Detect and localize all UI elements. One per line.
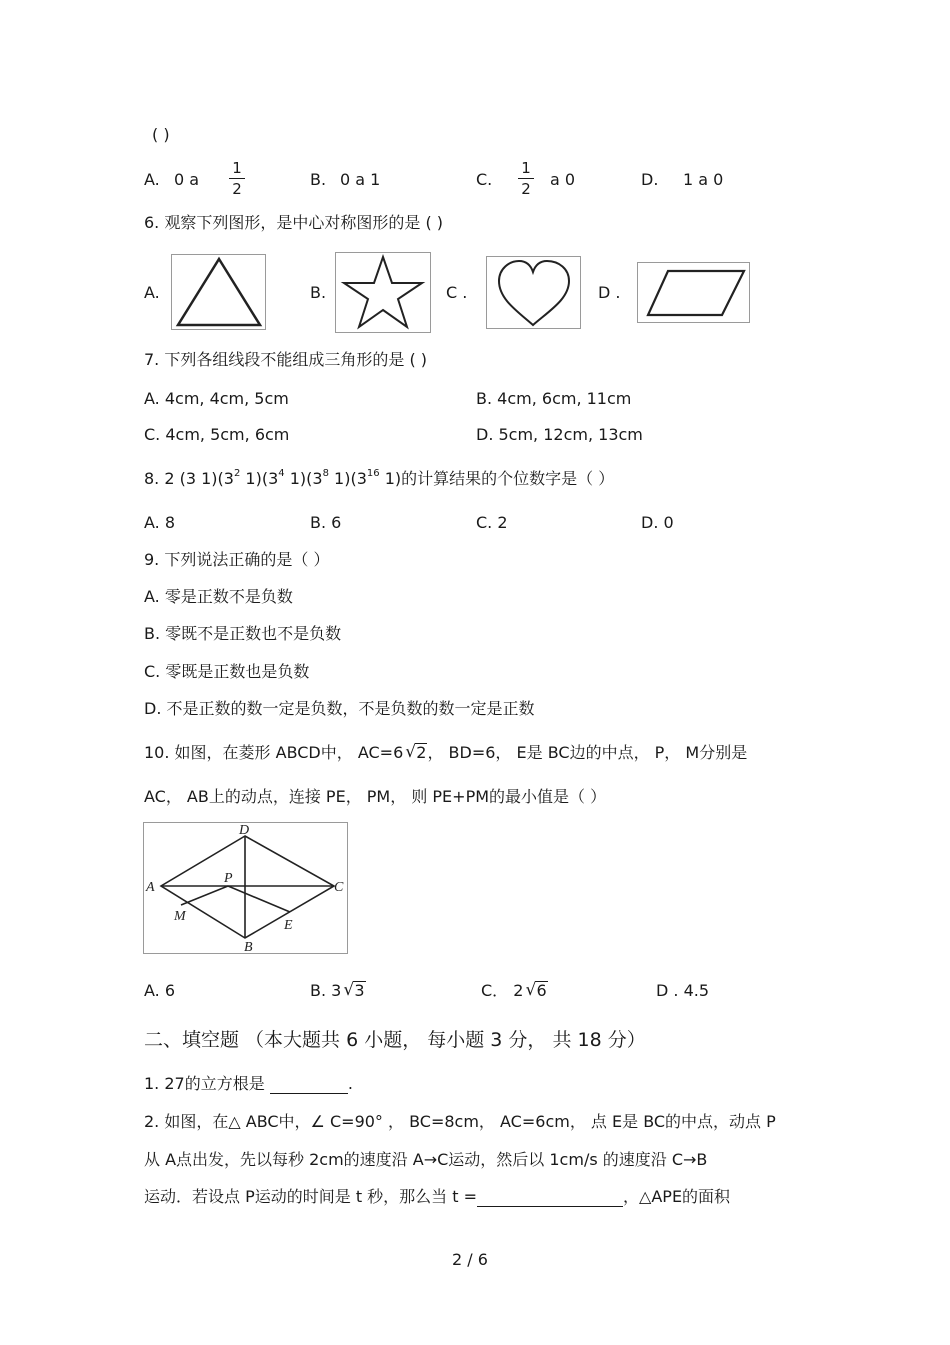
fill-q1	[144, 1074, 353, 1094]
q10-option-a: A. 6	[144, 981, 176, 1000]
q8-exponent-2: 4	[278, 468, 285, 479]
q8-exponent-3: 8	[322, 468, 329, 479]
q10-line-1-end: ， BD=6， E是 BC边的中点， P， M分别是	[427, 743, 748, 762]
fill-q1-text: 1. 27的立方根是	[144, 1074, 270, 1093]
parallelogram-figure	[637, 262, 750, 323]
fill-q2-line-2: 从 A点出发，先以每秒 2cm的速度沿 A→C运动，然后以 1cm/s 的速度沿 C→B	[144, 1150, 708, 1169]
q9-option-d: D. 不是正数的数一定是负数，不是负数的数一定是正数	[144, 699, 535, 718]
q8-option-b: B. 6	[310, 513, 342, 532]
q10-option-c-text: C． 2	[481, 981, 524, 1000]
vertex-label-c: C	[334, 880, 344, 895]
fraction-bar	[229, 178, 245, 179]
triangle-icon	[172, 255, 265, 329]
point-label-m: M	[174, 909, 186, 924]
parallelogram-icon	[638, 263, 749, 322]
q5-option-b-expr: 0 a 1	[340, 170, 381, 189]
fill-q1-blank	[270, 1075, 348, 1094]
sqrt-icon: √	[405, 742, 417, 762]
q6-stem: 6. 观察下列图形，是中心对称图形的是 ( )	[144, 213, 444, 232]
q10-option-c	[481, 981, 548, 1001]
q7-stem: 7. 下列各组线段不能组成三角形的是 ( )	[144, 350, 428, 369]
fraction-denominator: 2	[232, 180, 242, 198]
q6-option-c-label: C .	[446, 283, 468, 302]
q8-stem	[144, 469, 614, 492]
q7-option-a: A. 4cm, 4cm, 5cm	[144, 389, 289, 408]
fraction-numerator: 1	[521, 159, 531, 177]
q8-option-c: C. 2	[476, 513, 508, 532]
q10-option-d: D . 4.5	[656, 981, 710, 1000]
q8-stem-end: 1)的计算结果的个位数字是（ ）	[379, 469, 615, 488]
point-label-p: P	[224, 871, 233, 886]
star-figure	[335, 252, 431, 333]
q10-option-b-radicand: 3	[354, 981, 365, 1000]
point-label-e: E	[284, 918, 293, 933]
fraction-bar	[518, 178, 534, 179]
q10-line-2: AC， AB上的动点，连接 PE， PM， 则 PE+PM的最小值是（ ）	[144, 787, 607, 806]
q6-option-a-label: A.	[144, 283, 160, 302]
rhombus-figure	[143, 822, 348, 954]
fill-q2-line-3	[144, 1187, 730, 1207]
q10-option-b-text: B. 3	[310, 981, 342, 1000]
vertex-label-a: A	[146, 880, 155, 895]
q7-option-b: B. 4cm, 6cm, 11cm	[476, 389, 632, 408]
q10-radicand: 2	[416, 743, 427, 762]
q7-option-c: C. 4cm, 5cm, 6cm	[144, 425, 290, 444]
q9-option-b: B. 零既不是正数也不是负数	[144, 624, 342, 643]
fill-q2-line-3-end: ，△APE的面积	[623, 1187, 731, 1206]
q9-option-c: C. 零既是正数也是负数	[144, 662, 310, 681]
fill-q2-line-3-start: 运动．若设点 P运动的时间是 t 秒，那么当 t =	[144, 1187, 478, 1206]
sqrt-icon: √	[525, 980, 537, 1000]
q7-option-d: D. 5cm, 12cm, 13cm	[476, 425, 643, 444]
q5-option-a-fraction	[229, 160, 245, 197]
q5-option-d-expr: 1 a 0	[683, 170, 724, 189]
fraction-numerator: 1	[232, 159, 242, 177]
q8-option-d: D. 0	[641, 513, 674, 532]
q5-option-d-label: D.	[641, 170, 659, 189]
fill-q1-end: .	[347, 1074, 353, 1093]
q8-stem-part-4: 1)(3	[328, 469, 367, 488]
q5-option-a-label: A.	[144, 170, 160, 189]
q10-line-1	[144, 743, 747, 763]
q8-stem-part-2: 1)(3	[240, 469, 279, 488]
vertex-label-d: D	[239, 823, 250, 838]
q10-option-c-radicand: 6	[536, 981, 547, 1000]
sqrt-icon: √	[343, 980, 355, 1000]
section-2-title: 二、填空题 （本大题共 6 小题， 每小题 3 分， 共 18 分）	[144, 1029, 646, 1051]
q5-option-a-expr: 0 a	[174, 170, 200, 189]
q10-line-1-start: 10. 如图，在菱形 ABCD中， AC=6	[144, 743, 404, 762]
q8-stem-part-3: 1)(3	[284, 469, 323, 488]
q9-stem: 9. 下列说法正确的是（ ）	[144, 550, 330, 569]
q5-paren: ( )	[152, 125, 170, 144]
q10-option-c-sqrt	[525, 981, 547, 1001]
q5-option-b-label: B.	[310, 170, 327, 189]
rhombus-diagram	[144, 823, 347, 953]
q10-option-b	[310, 981, 366, 1001]
q10-sqrt	[405, 743, 427, 763]
fraction-denominator: 2	[521, 180, 531, 198]
q5-option-c-fraction	[518, 160, 534, 197]
star-icon	[336, 253, 430, 332]
fill-q2-line-1: 2. 如图，在△ ABC中，∠ C=90° ， BC=8cm， AC=6cm， 点 E是 BC的中点，动点 P	[144, 1112, 776, 1131]
triangle-figure	[171, 254, 266, 330]
q8-stem-start: 8. 2 (3 1)(3	[144, 469, 234, 488]
fill-q2-blank	[477, 1188, 623, 1207]
q9-option-a: A. 零是正数不是负数	[144, 587, 293, 606]
q8-exponent-4: 16	[366, 468, 380, 479]
heart-icon	[487, 257, 580, 328]
q8-exponent-1: 2	[233, 468, 241, 479]
q5-option-c-label: C.	[476, 170, 493, 189]
page-number: 2 / 6	[452, 1250, 488, 1269]
q8-option-a: A. 8	[144, 513, 176, 532]
vertex-label-b: B	[244, 940, 253, 953]
q5-option-c-expr: a 0	[550, 170, 576, 189]
q6-option-b-label: B.	[310, 283, 327, 302]
q10-option-b-sqrt	[343, 981, 365, 1001]
q6-option-d-label: D .	[598, 283, 621, 302]
heart-figure	[486, 256, 581, 329]
